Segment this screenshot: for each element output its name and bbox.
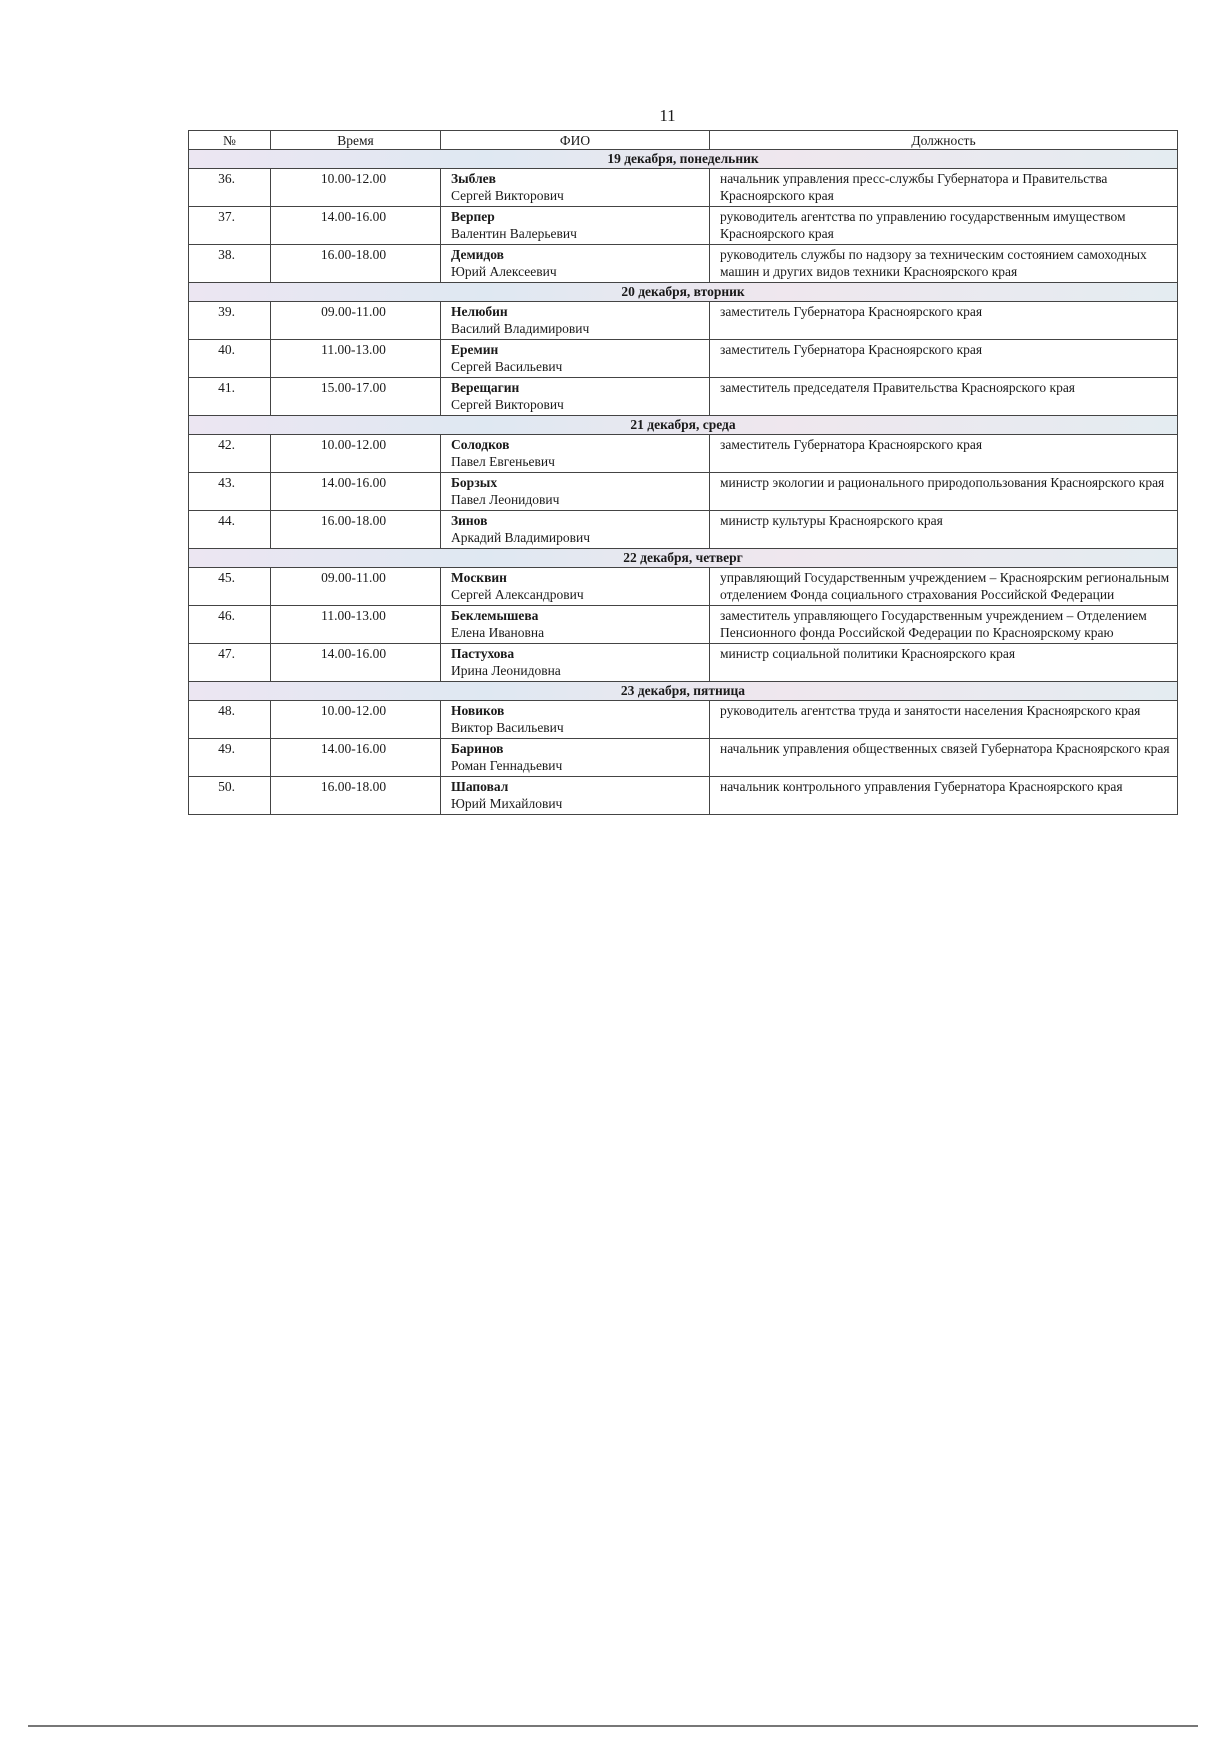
person-given-names: Сергей Викторович bbox=[451, 188, 564, 203]
row-number: 40. bbox=[189, 340, 271, 378]
table-row bbox=[189, 644, 1178, 682]
schedule-body bbox=[189, 150, 1178, 815]
row-time: 14.00-16.00 bbox=[271, 739, 441, 777]
row-time: 10.00-12.00 bbox=[271, 701, 441, 739]
table-row bbox=[189, 302, 1178, 340]
person-given-names: Павел Евгеньевич bbox=[451, 454, 555, 469]
row-number: 38. bbox=[189, 245, 271, 283]
header-name: ФИО bbox=[441, 131, 710, 150]
row-number: 43. bbox=[189, 473, 271, 511]
table-row bbox=[189, 568, 1178, 606]
row-position: руководитель службы по надзору за техническим состоянием самоходных машин и других видов техники Красноярского края bbox=[710, 245, 1178, 283]
day-header-row bbox=[189, 150, 1178, 169]
row-position: министр социальной политики Красноярского края bbox=[710, 644, 1178, 682]
person-surname: Пастухова bbox=[451, 646, 515, 661]
row-person bbox=[441, 169, 710, 207]
row-time: 15.00-17.00 bbox=[271, 378, 441, 416]
row-time: 16.00-18.00 bbox=[271, 245, 441, 283]
row-number: 45. bbox=[189, 568, 271, 606]
row-person bbox=[441, 739, 710, 777]
person-given-names: Павел Леонидович bbox=[451, 492, 560, 507]
day-label: 20 декабря, вторник bbox=[189, 283, 1178, 302]
person-given-names: Валентин Валерьевич bbox=[451, 226, 577, 241]
table-row bbox=[189, 378, 1178, 416]
header-num: № bbox=[189, 131, 271, 150]
row-person bbox=[441, 302, 710, 340]
row-position: министр культуры Красноярского края bbox=[710, 511, 1178, 549]
row-person bbox=[441, 378, 710, 416]
row-time: 10.00-12.00 bbox=[271, 435, 441, 473]
person-surname: Еремин bbox=[451, 342, 499, 357]
row-person bbox=[441, 511, 710, 549]
table-row bbox=[189, 606, 1178, 644]
row-person bbox=[441, 245, 710, 283]
row-time: 16.00-18.00 bbox=[271, 777, 441, 815]
row-position: заместитель Губернатора Красноярского края bbox=[710, 302, 1178, 340]
table-row bbox=[189, 169, 1178, 207]
person-given-names: Сергей Васильевич bbox=[451, 359, 563, 374]
row-number: 47. bbox=[189, 644, 271, 682]
row-number: 41. bbox=[189, 378, 271, 416]
person-given-names: Роман Геннадьевич bbox=[451, 758, 563, 773]
row-position: руководитель агентства по управлению государственным имуществом Красноярского края bbox=[710, 207, 1178, 245]
person-surname: Зыблев bbox=[451, 171, 496, 186]
person-given-names: Сергей Викторович bbox=[451, 397, 564, 412]
day-header-row bbox=[189, 682, 1178, 701]
row-time: 09.00-11.00 bbox=[271, 302, 441, 340]
person-surname: Демидов bbox=[451, 247, 504, 262]
person-given-names: Ирина Леонидовна bbox=[451, 663, 561, 678]
row-person bbox=[441, 606, 710, 644]
table-row bbox=[189, 435, 1178, 473]
row-time: 09.00-11.00 bbox=[271, 568, 441, 606]
person-surname: Баринов bbox=[451, 741, 504, 756]
row-person bbox=[441, 777, 710, 815]
table-row bbox=[189, 739, 1178, 777]
person-given-names: Юрий Алексеевич bbox=[451, 264, 557, 279]
row-position: заместитель председателя Правительства Красноярского края bbox=[710, 378, 1178, 416]
row-position: начальник управления общественных связей Губернатора Красноярского края bbox=[710, 739, 1178, 777]
row-time: 14.00-16.00 bbox=[271, 473, 441, 511]
row-number: 50. bbox=[189, 777, 271, 815]
person-given-names: Виктор Васильевич bbox=[451, 720, 564, 735]
row-position: министр экологии и рационального природопользования Красноярского края bbox=[710, 473, 1178, 511]
header-time: Время bbox=[271, 131, 441, 150]
person-given-names: Василий Владимирович bbox=[451, 321, 590, 336]
row-person bbox=[441, 435, 710, 473]
page-number: 11 bbox=[659, 106, 676, 125]
table-header-row bbox=[189, 131, 1178, 150]
day-label: 22 декабря, четверг bbox=[189, 549, 1178, 568]
row-number: 44. bbox=[189, 511, 271, 549]
row-number: 37. bbox=[189, 207, 271, 245]
row-person bbox=[441, 473, 710, 511]
row-number: 49. bbox=[189, 739, 271, 777]
table-row bbox=[189, 340, 1178, 378]
day-header-row bbox=[189, 283, 1178, 302]
day-label: 23 декабря, пятница bbox=[189, 682, 1178, 701]
row-person bbox=[441, 568, 710, 606]
table-row bbox=[189, 245, 1178, 283]
table-row bbox=[189, 207, 1178, 245]
row-position: управляющий Государственным учреждением – Красноярским региональным отделением Фонда социального страхования Российской Федерации bbox=[710, 568, 1178, 606]
person-surname: Москвин bbox=[451, 570, 507, 585]
row-position: начальник управления пресс-службы Губернатора и Правительства Красноярского края bbox=[710, 169, 1178, 207]
person-given-names: Аркадий Владимирович bbox=[451, 530, 591, 545]
row-position: руководитель агентства труда и занятости населения Красноярского края bbox=[710, 701, 1178, 739]
row-person bbox=[441, 207, 710, 245]
row-position: начальник контрольного управления Губернатора Красноярского края bbox=[710, 777, 1178, 815]
row-time: 14.00-16.00 bbox=[271, 207, 441, 245]
reception-schedule-table bbox=[188, 130, 1178, 815]
person-surname: Шаповал bbox=[451, 779, 509, 794]
row-number: 36. bbox=[189, 169, 271, 207]
day-label: 21 декабря, среда bbox=[189, 416, 1178, 435]
row-position: заместитель Губернатора Красноярского края bbox=[710, 340, 1178, 378]
row-person bbox=[441, 644, 710, 682]
row-time: 14.00-16.00 bbox=[271, 644, 441, 682]
row-time: 11.00-13.00 bbox=[271, 606, 441, 644]
person-surname: Верещагин bbox=[451, 380, 520, 395]
row-position: заместитель Губернатора Красноярского края bbox=[710, 435, 1178, 473]
person-given-names: Юрий Михайлович bbox=[451, 796, 563, 811]
person-surname: Нелюбин bbox=[451, 304, 508, 319]
person-surname: Зинов bbox=[451, 513, 488, 528]
row-number: 46. bbox=[189, 606, 271, 644]
person-surname: Солодков bbox=[451, 437, 510, 452]
row-time: 11.00-13.00 bbox=[271, 340, 441, 378]
row-time: 16.00-18.00 bbox=[271, 511, 441, 549]
table-row bbox=[189, 511, 1178, 549]
table-row bbox=[189, 777, 1178, 815]
row-number: 42. bbox=[189, 435, 271, 473]
row-position: заместитель управляющего Государственным учреждением – Отделением Пенсионного фонда Российской Федерации по Красноярскому краю bbox=[710, 606, 1178, 644]
row-person bbox=[441, 701, 710, 739]
person-surname: Борзых bbox=[451, 475, 498, 490]
bottom-divider bbox=[28, 1725, 1198, 1727]
day-header-row bbox=[189, 416, 1178, 435]
person-surname: Верпер bbox=[451, 209, 495, 224]
header-position: Должность bbox=[710, 131, 1178, 150]
person-surname: Беклемышева bbox=[451, 608, 539, 623]
table-row bbox=[189, 701, 1178, 739]
person-given-names: Елена Ивановна bbox=[451, 625, 545, 640]
row-person bbox=[441, 340, 710, 378]
person-given-names: Сергей Александрович bbox=[451, 587, 584, 602]
person-surname: Новиков bbox=[451, 703, 505, 718]
day-label: 19 декабря, понедельник bbox=[189, 150, 1178, 169]
day-header-row bbox=[189, 549, 1178, 568]
row-time: 10.00-12.00 bbox=[271, 169, 441, 207]
row-number: 48. bbox=[189, 701, 271, 739]
row-number: 39. bbox=[189, 302, 271, 340]
table-row bbox=[189, 473, 1178, 511]
